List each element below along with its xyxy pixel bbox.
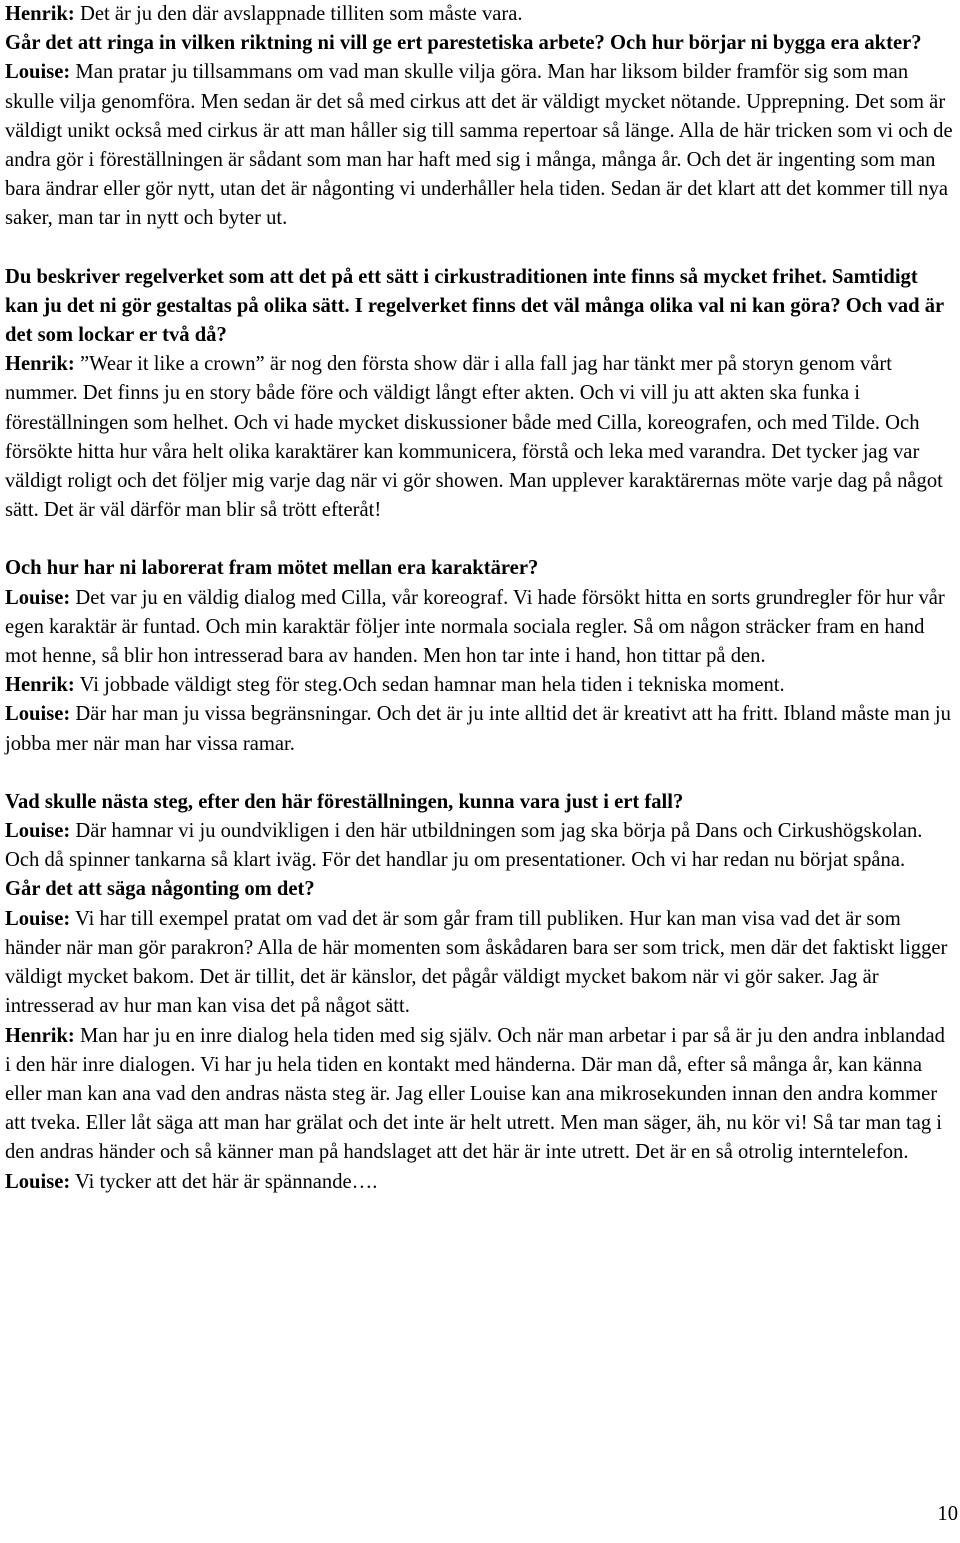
speaker-label: Louise: <box>5 703 71 726</box>
paragraph-gap <box>5 525 955 554</box>
interview-question: Går det att ringa in vilken riktning ni vill ge ert parestetiska arbete? Och hur börjar ni bygga era akter? <box>5 32 922 55</box>
interview-question: Och hur har ni laborerat fram mötet mellan era karaktärer? <box>5 557 539 580</box>
answer-paragraph <box>5 584 955 672</box>
answer-text: Det är ju den där avslappnade tilliten som måste vara. <box>74 3 523 25</box>
answer-text: ”Wear it like a crown” är nog den första show där i alla fall jag har tänkt mer på storyn genom vårt nummer. Det finns ju en story både före och väldigt långt efter akten. Och vi vill ju att akten ska funka i föreställningen som helhet. Och vi hade mycket diskussioner både med Cilla, koreografen, och med Tilde. Och försökte hitta hur våra helt olika karaktärer kan kommunicera, förstå och leka med varandra. Det tycker jag var väldigt roligt och det följer mig varje dag när vi gör showen. Man upplever karaktärernas möte varje dag på något sätt. Det är väl därför man blir så trött efteråt! <box>5 353 943 522</box>
interview-question: Vad skulle nästa steg, efter den här föreställningen, kunna vara just i ert fall? <box>5 790 684 813</box>
answer-text: Där har man ju vissa begränsningar. Och det är ju inte alltid det är kreativt att ha fritt. Ibland måste man ju jobba mer när man har vissa ramar. <box>5 703 951 755</box>
speaker-label: Henrik: <box>5 3 75 25</box>
answer-paragraph <box>5 905 955 1022</box>
answer-paragraph <box>5 700 955 758</box>
speaker-label: Louise: <box>5 820 71 843</box>
answer-text: Man pratar ju tillsammans om vad man skulle vilja göra. Man har liksom bilder framför sig som man skulle vilja genomföra. Men sedan är det så med cirkus att det är väldigt mycket nötande. Upprepning. Det som är väldigt unikt också med cirkus är att man håller sig till samma repertoar så länge. Alla de här tricken som vi och de andra gör i föreställningen är sådant som man har haft med sig i många, många år. Och det är ingenting som man bara ändrar eller gör nytt, utan det är någonting vi underhåller hela tiden. Sedan är det klart att det kommer till nya saker, man tar in nytt och byter ut. <box>5 61 953 230</box>
answer-paragraph <box>5 1168 955 1197</box>
paragraph-gap <box>5 759 955 788</box>
answer-paragraph <box>5 817 955 875</box>
speaker-label: Louise: <box>5 586 71 609</box>
answer-paragraph <box>5 671 955 700</box>
speaker-label: Henrik: <box>5 353 75 376</box>
answer-text: Vi har till exempel pratat om vad det är som går fram till publiken. Hur kan man visa vad det är som händer när man gör parakron? Alla de här momenten som åskådaren bara ser som trick, men där det faktiskt ligger väldigt mycket bakom. Det är tillit, det är känslor, det pågår väldigt mycket bakom när vi gör saker. Jag är intresserad av hur man kan visa det på något sätt. <box>5 907 948 1018</box>
answer-text: Vi jobbade väldigt steg för steg.Och sedan hamnar man hela tiden i tekniska moment. <box>74 674 785 697</box>
interview-question: Går det att säga någonting om det? <box>5 878 315 901</box>
answer-paragraph <box>5 350 955 525</box>
answer-paragraph <box>5 58 955 233</box>
speaker-label: Louise: <box>5 61 71 84</box>
speaker-label: Louise: <box>5 1170 71 1193</box>
answer-paragraph <box>5 1022 955 1168</box>
answer-text: Det var ju en väldig dialog med Cilla, vår koreograf. Vi hade försökt hitta en sorts grundregler för hur vår egen karaktär är funtad. Och min karaktär följer inte normala sociala regler. Så om någon sträcker fram en hand mot henne, så blir hon intresserad bara av handen. Men hon tar inte i hand, hon tittar på den. <box>5 586 945 668</box>
page-number: 10 <box>937 1503 958 1525</box>
document-page <box>5 0 955 1197</box>
speaker-label: Henrik: <box>5 1024 75 1047</box>
answer-paragraph <box>5 0 955 29</box>
answer-text: Där hamnar vi ju oundvikligen i den här utbildningen som jag ska börja på Dans och Cirkushögskolan. Och då spinner tankarna så klart iväg. För det handlar ju om presentationer. Och vi har redan nu börjat spåna. <box>5 820 923 872</box>
answer-text: Vi tycker att det här är spännande…. <box>70 1170 378 1193</box>
interview-question: Du beskriver regelverket som att det på ett sätt i cirkustraditionen inte finns så mycket frihet. Samtidigt kan ju det ni gör gestaltas på olika sätt. I regelverket finns det väl många olika val ni kan göra? Och vad är det som lockar er två då? <box>5 265 944 347</box>
speaker-label: Henrik: <box>5 674 75 697</box>
answer-text: Man har ju en inre dialog hela tiden med sig själv. Och när man arbetar i par så är ju den andra inblandad i den här inre dialogen. Vi har ju hela tiden en kontakt med händerna. Där man då, efter så många år, kan känna eller man kan ana vad den andras nästa steg är. Jag eller Louise kan ana mikrosekunden innan den andra kommer att tveka. Eller låt säga att man har grälat och det inte är helt utrett. Men man säger, äh, nu kör vi! Så tar man tag i den andras händer och så känner man på handslaget att det här är inte utrett. Det är en så otrolig interntelefon. <box>5 1024 945 1164</box>
paragraph-gap <box>5 234 955 263</box>
speaker-label: Louise: <box>5 907 71 930</box>
